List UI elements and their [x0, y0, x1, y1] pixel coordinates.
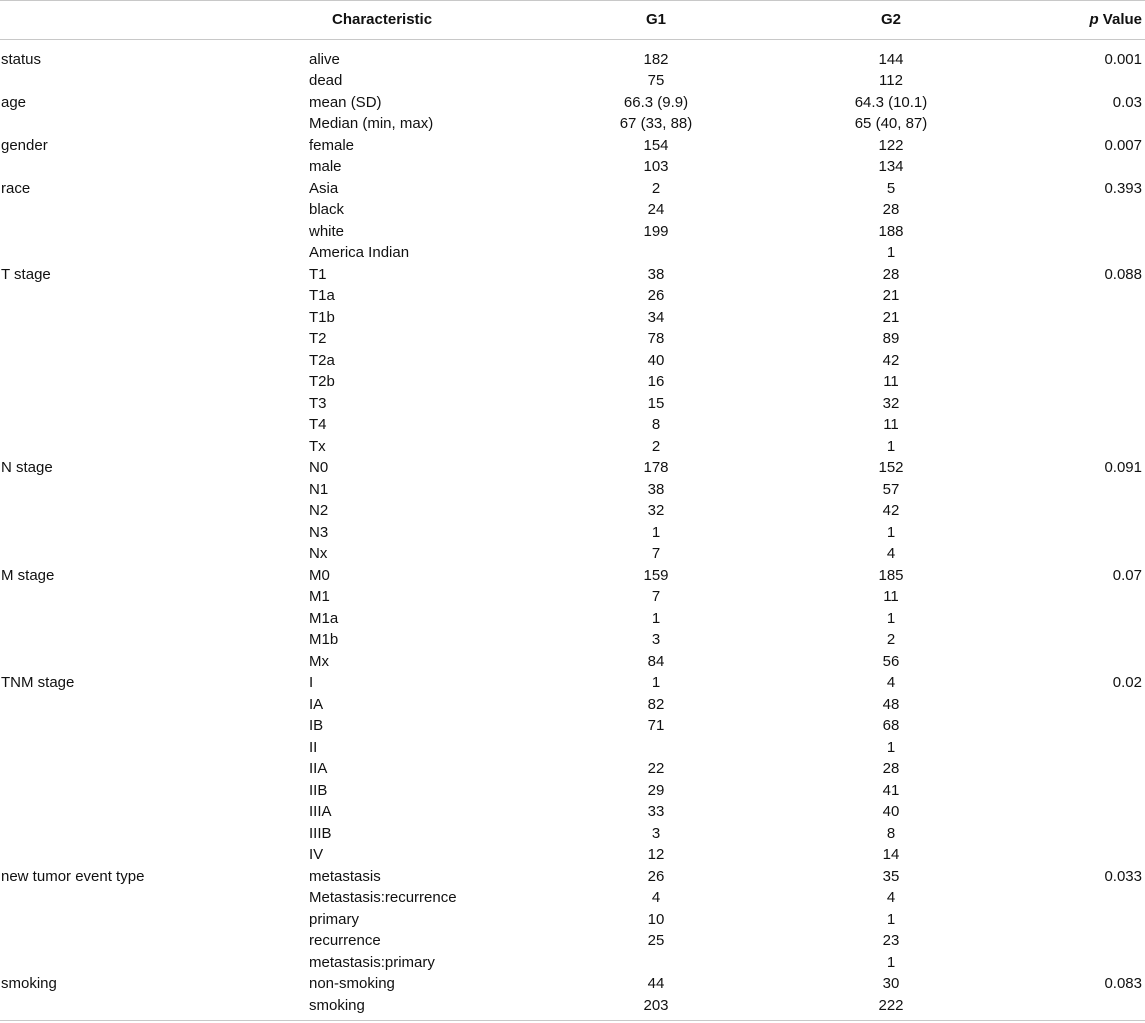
cell-g1: 12	[647, 846, 665, 863]
cell-characteristic: M0	[309, 566, 330, 584]
cell-g1: 1	[651, 674, 661, 691]
table-row	[0, 780, 1145, 802]
cell-g1: 2	[651, 179, 661, 197]
header-p-italic: p	[1089, 11, 1099, 28]
cell-characteristic: N1	[309, 480, 329, 498]
cell-g2: 2	[886, 631, 896, 648]
cell-group: gender	[1, 136, 48, 154]
cell-g2: 57	[882, 480, 900, 498]
cell-characteristic: Asia	[309, 179, 339, 197]
table-row	[0, 328, 1145, 350]
cell-g1: 38	[647, 265, 665, 283]
table-top-rule	[0, 0, 1145, 1]
cell-characteristic: alive	[309, 50, 340, 68]
table-row	[0, 737, 1145, 759]
cell-characteristic: IV	[309, 846, 324, 863]
cell-p-value: 0.007	[1104, 136, 1142, 154]
header-g1: G1	[645, 11, 666, 28]
cell-p-value: 0.091	[1104, 459, 1142, 476]
cell-g2: 152	[878, 459, 904, 476]
table-row	[0, 522, 1145, 544]
cell-group: TNM stage	[1, 674, 75, 691]
header-rule	[0, 39, 1145, 40]
cell-characteristic: M1	[309, 588, 330, 605]
header-p-value	[1089, 9, 1142, 31]
cell-characteristic: metastasis:primary	[309, 953, 435, 971]
cell-characteristic: T2b	[309, 373, 335, 390]
table-row	[0, 414, 1145, 436]
cell-g1: 66.3 (9.9)	[623, 93, 689, 111]
cell-g2: 89	[882, 330, 900, 347]
cell-group: M stage	[1, 566, 55, 584]
cell-characteristic: IB	[309, 717, 324, 734]
header-g2: G2	[880, 11, 901, 28]
cell-characteristic: T1b	[309, 308, 335, 326]
cell-characteristic: Median (min, max)	[309, 115, 434, 132]
cell-g1: 154	[643, 136, 669, 154]
table-row	[0, 973, 1145, 995]
cell-g2: 56	[882, 652, 900, 670]
cell-p-value: 0.03	[1112, 93, 1142, 111]
table-row	[0, 543, 1145, 565]
cell-g1: 10	[647, 910, 665, 928]
cell-characteristic: Tx	[309, 437, 326, 455]
cell-g1: 182	[643, 50, 669, 68]
cell-g2: 35	[882, 867, 900, 885]
cell-g2: 40	[882, 803, 900, 820]
cell-g1: 75	[647, 72, 665, 89]
cell-g1: 38	[647, 480, 665, 498]
cell-characteristic: female	[309, 136, 355, 154]
cell-characteristic: smoking	[309, 996, 365, 1014]
cell-characteristic: II	[309, 738, 318, 756]
cell-g1: 203	[643, 996, 669, 1014]
cell-g2: 28	[882, 201, 900, 218]
cell-p-value: 0.083	[1104, 975, 1142, 992]
table-row	[0, 135, 1145, 157]
cell-g1: 1	[651, 523, 661, 541]
cell-g2: 1	[886, 738, 896, 756]
cell-g2: 28	[882, 265, 900, 283]
table-row	[0, 264, 1145, 286]
table-row	[0, 844, 1145, 866]
table-row	[0, 371, 1145, 393]
cell-g2: 188	[878, 222, 904, 240]
header-p-rest: Value	[1098, 11, 1142, 28]
cell-g2: 21	[882, 287, 900, 304]
table-row	[0, 715, 1145, 737]
table-row	[0, 307, 1145, 329]
table-row	[0, 672, 1145, 694]
cell-g2: 48	[882, 695, 900, 713]
cell-g1: 16	[647, 373, 665, 390]
cell-characteristic: primary	[309, 910, 360, 928]
cell-g1: 8	[651, 416, 661, 433]
table-row	[0, 651, 1145, 673]
cell-g1: 78	[647, 330, 665, 347]
cell-g1: 2	[651, 437, 661, 455]
cell-characteristic: N3	[309, 523, 329, 541]
cell-characteristic: IA	[309, 695, 324, 713]
table-row	[0, 909, 1145, 931]
cell-characteristic: N0	[309, 459, 329, 476]
cell-g2: 65 (40, 87)	[854, 115, 928, 132]
cell-g2: 28	[882, 760, 900, 777]
cell-g2: 11	[883, 373, 899, 390]
table-row	[0, 92, 1145, 114]
cell-g2: 14	[882, 846, 900, 863]
cell-g1: 82	[647, 695, 665, 713]
table-row	[0, 866, 1145, 888]
cell-characteristic: male	[309, 158, 342, 175]
cell-p-value: 0.07	[1112, 566, 1142, 584]
cell-characteristic: America Indian	[309, 244, 410, 261]
cell-group: T stage	[1, 265, 51, 283]
cell-g1: 3	[651, 824, 661, 842]
cell-characteristic: dead	[309, 72, 343, 89]
cell-group: age	[1, 93, 27, 111]
table-row	[0, 199, 1145, 221]
cell-characteristic: IIA	[309, 760, 328, 777]
cell-characteristic: Nx	[309, 545, 328, 562]
cell-characteristic: white	[309, 222, 345, 240]
cell-g2: 1	[886, 953, 896, 971]
cell-g2: 32	[882, 394, 900, 412]
table-row	[0, 694, 1145, 716]
table-row	[0, 49, 1145, 71]
cell-g2: 122	[878, 136, 904, 154]
cell-g1: 33	[647, 803, 665, 820]
cell-g2: 1	[886, 910, 896, 928]
cell-g1: 29	[647, 781, 665, 799]
table-row	[0, 221, 1145, 243]
cell-characteristic: recurrence	[309, 932, 381, 949]
cell-g2: 5	[886, 179, 896, 197]
table-row	[0, 285, 1145, 307]
cell-g2: 4	[886, 674, 896, 691]
table-row	[0, 608, 1145, 630]
cell-g1: 7	[651, 588, 661, 605]
table-row	[0, 758, 1145, 780]
table-row	[0, 70, 1145, 92]
table-row	[0, 586, 1145, 608]
cell-characteristic: Metastasis:recurrence	[309, 889, 457, 906]
cell-g1: 7	[651, 545, 661, 562]
cell-characteristic: T1	[309, 265, 327, 283]
cell-g2: 112	[879, 72, 903, 89]
cell-g1: 67 (33, 88)	[619, 115, 693, 132]
cell-g2: 1	[886, 609, 896, 627]
cell-g1: 40	[647, 351, 665, 369]
table-row	[0, 178, 1145, 200]
cell-characteristic: T2	[309, 330, 327, 347]
cell-g1: 178	[643, 459, 669, 476]
cell-g2: 8	[886, 824, 896, 842]
cell-g1: 159	[643, 566, 669, 584]
cell-g1: 199	[643, 222, 669, 240]
cell-p-value: 0.02	[1112, 674, 1142, 691]
cell-g2: 41	[882, 781, 900, 799]
cell-p-value: 0.033	[1104, 867, 1142, 885]
cell-characteristic: M1a	[309, 609, 339, 627]
table-row	[0, 393, 1145, 415]
cell-group: N stage	[1, 459, 53, 476]
cell-g1: 1	[651, 609, 661, 627]
table-row	[0, 629, 1145, 651]
cell-characteristic: M1b	[309, 631, 339, 648]
cell-g1: 15	[647, 394, 665, 412]
cell-g1: 32	[647, 502, 665, 519]
table-row	[0, 457, 1145, 479]
cell-g1: 103	[643, 158, 669, 175]
table-row	[0, 565, 1145, 587]
cell-characteristic: T1a	[309, 287, 335, 304]
cell-characteristic: N2	[309, 502, 329, 519]
cell-g2: 23	[882, 932, 900, 949]
cell-g1: 44	[647, 975, 665, 992]
table-header-row	[0, 9, 1145, 31]
cell-g2: 42	[882, 351, 900, 369]
cell-group: race	[1, 179, 31, 197]
cell-g2: 30	[882, 975, 900, 992]
cell-g1: 71	[647, 717, 665, 734]
table-row	[0, 436, 1145, 458]
table-row	[0, 995, 1145, 1017]
cell-g2: 185	[878, 566, 904, 584]
cell-p-value: 0.393	[1104, 179, 1142, 197]
cell-characteristic: metastasis	[309, 867, 381, 885]
cell-g2: 1	[886, 244, 896, 261]
cell-g2: 4	[886, 545, 896, 562]
table-row	[0, 500, 1145, 522]
cell-g1: 26	[647, 867, 665, 885]
table-row	[0, 823, 1145, 845]
cell-g1: 4	[651, 889, 661, 906]
table-row	[0, 113, 1145, 135]
cell-g2: 134	[878, 158, 904, 175]
table-row	[0, 952, 1145, 974]
cell-g1: 26	[647, 287, 665, 304]
cell-characteristic: T3	[309, 394, 327, 412]
cell-g2: 144	[878, 50, 904, 68]
cell-characteristic: I	[309, 674, 314, 691]
cell-g1: 24	[647, 201, 665, 218]
cell-g1: 34	[647, 308, 665, 326]
cell-g2: 11	[883, 416, 899, 433]
cell-g1: 84	[647, 652, 665, 670]
cell-g2: 222	[878, 996, 904, 1014]
cell-g2: 11	[883, 588, 899, 605]
table-row	[0, 801, 1145, 823]
cell-g2: 4	[886, 889, 896, 906]
header-characteristic: Characteristic	[332, 11, 433, 28]
cell-g1: 25	[647, 932, 665, 949]
cell-characteristic: non-smoking	[309, 975, 395, 992]
table-row	[0, 887, 1145, 909]
cell-g1: 3	[651, 631, 661, 648]
cell-group: smoking	[1, 975, 57, 992]
cell-characteristic: IIIB	[309, 824, 332, 842]
cell-g2: 64.3 (10.1)	[854, 93, 928, 111]
cell-g2: 21	[882, 308, 900, 326]
cell-g2: 42	[882, 502, 900, 519]
cell-g2: 68	[882, 717, 900, 734]
cell-g2: 1	[886, 437, 896, 455]
cell-p-value: 0.001	[1104, 50, 1142, 68]
cell-g1: 22	[647, 760, 665, 777]
cell-characteristic: Mx	[309, 652, 329, 670]
cell-characteristic: IIB	[309, 781, 328, 799]
table-bottom-rule	[0, 1020, 1145, 1021]
table-row	[0, 479, 1145, 501]
cell-group: new tumor event type	[1, 867, 145, 885]
table-row	[0, 350, 1145, 372]
table-row	[0, 156, 1145, 178]
cell-characteristic: mean (SD)	[309, 93, 382, 111]
table-row	[0, 930, 1145, 952]
cell-characteristic: black	[309, 201, 345, 218]
cell-characteristic: T4	[309, 416, 327, 433]
table-row	[0, 242, 1145, 264]
cell-p-value: 0.088	[1104, 265, 1142, 283]
cell-characteristic: T2a	[309, 351, 335, 369]
cell-group: status	[1, 50, 42, 68]
cell-g2: 1	[886, 523, 896, 541]
cell-characteristic: IIIA	[309, 803, 332, 820]
